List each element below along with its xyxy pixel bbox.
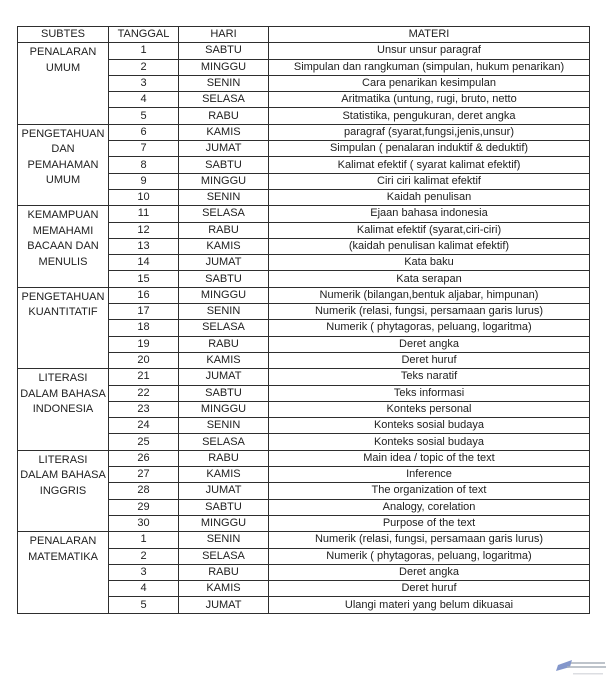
cell-hari: SENIN	[179, 532, 269, 548]
table-row	[18, 369, 590, 385]
cell-tanggal: 12	[109, 222, 179, 238]
cell-hari: KAMIS	[179, 352, 269, 368]
cell-tanggal: 18	[109, 320, 179, 336]
cell-tanggal: 14	[109, 255, 179, 271]
cell-materi: The organization of text	[269, 483, 590, 499]
cell-materi: Purpose of the text	[269, 515, 590, 531]
cell-hari: SENIN	[179, 75, 269, 91]
cell-hari: SABTU	[179, 43, 269, 59]
cell-tanggal: 21	[109, 369, 179, 385]
cell-materi: Ulangi materi yang belum dikuasai	[269, 597, 590, 613]
cell-materi: Ejaan bahasa indonesia	[269, 206, 590, 222]
cell-hari: JUMAT	[179, 255, 269, 271]
cell-hari: RABU	[179, 564, 269, 580]
cell-hari: SABTU	[179, 385, 269, 401]
cell-materi: Konteks personal	[269, 401, 590, 417]
cell-materi: Simpulan ( penalaran induktif & deduktif)	[269, 141, 590, 157]
cell-hari: MINGGU	[179, 173, 269, 189]
cell-hari: MINGGU	[179, 401, 269, 417]
cell-materi: (kaidah penulisan kalimat efektif)	[269, 238, 590, 254]
cell-tanggal: 11	[109, 206, 179, 222]
watermark-flag-shape	[556, 660, 572, 671]
cell-materi: Simpulan dan rangkuman (simpulan, hukum penarikan)	[269, 59, 590, 75]
cell-materi: Numerik (relasi, fungsi, persamaan garis lurus)	[269, 532, 590, 548]
cell-tanggal: 26	[109, 450, 179, 466]
cell-tanggal: 9	[109, 173, 179, 189]
cell-tanggal: 28	[109, 483, 179, 499]
cell-materi: Kata baku	[269, 255, 590, 271]
header-materi: MATERI	[269, 27, 590, 43]
cell-hari: MINGGU	[179, 515, 269, 531]
watermark-logo	[556, 658, 610, 686]
cell-hari: SABTU	[179, 157, 269, 173]
cell-tanggal: 16	[109, 287, 179, 303]
table-row	[18, 450, 590, 466]
cell-tanggal: 25	[109, 434, 179, 450]
table-body	[18, 43, 590, 613]
cell-tanggal: 6	[109, 124, 179, 140]
cell-tanggal: 7	[109, 141, 179, 157]
cell-materi: Konteks sosial budaya	[269, 418, 590, 434]
cell-materi: paragraf (syarat,fungsi,jenis,unsur)	[269, 124, 590, 140]
cell-tanggal: 2	[109, 59, 179, 75]
cell-subtes: PENGETAHUAN DAN PEMAHAMAN UMUM	[18, 124, 109, 205]
cell-tanggal: 5	[109, 108, 179, 124]
cell-materi: Main idea / topic of the text	[269, 450, 590, 466]
table-row	[18, 43, 590, 59]
cell-materi: Numerik (relasi, fungsi, persamaan garis lurus)	[269, 304, 590, 320]
cell-hari: SELASA	[179, 434, 269, 450]
cell-materi: Inference	[269, 467, 590, 483]
cell-tanggal: 22	[109, 385, 179, 401]
cell-materi: Numerik ( phytagoras, peluang, logaritma)	[269, 548, 590, 564]
cell-hari: KAMIS	[179, 581, 269, 597]
cell-hari: RABU	[179, 336, 269, 352]
cell-materi: Kalimat efektif ( syarat kalimat efektif)	[269, 157, 590, 173]
cell-hari: KAMIS	[179, 467, 269, 483]
cell-tanggal: 19	[109, 336, 179, 352]
cell-materi: Deret huruf	[269, 352, 590, 368]
cell-hari: SELASA	[179, 206, 269, 222]
cell-hari: JUMAT	[179, 369, 269, 385]
cell-subtes: LITERASI DALAM BAHASA INGGRIS	[18, 450, 109, 531]
cell-tanggal: 1	[109, 43, 179, 59]
cell-materi: Deret angka	[269, 564, 590, 580]
cell-hari: SELASA	[179, 92, 269, 108]
cell-materi: Numerik (bilangan,bentuk aljabar, himpunan)	[269, 287, 590, 303]
cell-tanggal: 15	[109, 271, 179, 287]
cell-tanggal: 30	[109, 515, 179, 531]
cell-tanggal: 27	[109, 467, 179, 483]
cell-hari: KAMIS	[179, 124, 269, 140]
cell-materi: Kaidah penulisan	[269, 189, 590, 205]
cell-materi: Kalimat efektif (syarat,ciri-ciri)	[269, 222, 590, 238]
cell-materi: Teks informasi	[269, 385, 590, 401]
table-header	[18, 27, 590, 43]
cell-hari: SELASA	[179, 320, 269, 336]
cell-tanggal: 8	[109, 157, 179, 173]
cell-materi: Konteks sosial budaya	[269, 434, 590, 450]
table-row	[18, 287, 590, 303]
cell-subtes: PENALARAN UMUM	[18, 43, 109, 124]
cell-tanggal: 4	[109, 581, 179, 597]
cell-hari: JUMAT	[179, 597, 269, 613]
cell-tanggal: 13	[109, 238, 179, 254]
table-row	[18, 532, 590, 548]
cell-subtes: KEMAMPUAN MEMAHAMI BACAAN DAN MENULIS	[18, 206, 109, 287]
cell-hari: SENIN	[179, 189, 269, 205]
header-hari: HARI	[179, 27, 269, 43]
cell-materi: Cara penarikan kesimpulan	[269, 75, 590, 91]
cell-tanggal: 24	[109, 418, 179, 434]
cell-materi: Deret angka	[269, 336, 590, 352]
cell-tanggal: 23	[109, 401, 179, 417]
cell-subtes: LITERASI DALAM BAHASA INDONESIA	[18, 369, 109, 450]
header-tanggal: TANGGAL	[109, 27, 179, 43]
cell-materi: Analogy, corelation	[269, 499, 590, 515]
table-row	[18, 124, 590, 140]
cell-materi: Teks naratif	[269, 369, 590, 385]
header-row	[18, 27, 590, 43]
cell-materi: Statistika, pengukuran, deret angka	[269, 108, 590, 124]
cell-materi: Aritmatika (untung, rugi, bruto, netto	[269, 92, 590, 108]
cell-tanggal: 3	[109, 75, 179, 91]
cell-hari: SABTU	[179, 271, 269, 287]
cell-hari: SENIN	[179, 418, 269, 434]
cell-hari: RABU	[179, 108, 269, 124]
cell-materi: Numerik ( phytagoras, peluang, logaritma)	[269, 320, 590, 336]
cell-hari: JUMAT	[179, 141, 269, 157]
table-row	[18, 206, 590, 222]
cell-tanggal: 17	[109, 304, 179, 320]
cell-tanggal: 5	[109, 597, 179, 613]
cell-tanggal: 3	[109, 564, 179, 580]
cell-tanggal: 4	[109, 92, 179, 108]
cell-hari: SELASA	[179, 548, 269, 564]
cell-hari: RABU	[179, 450, 269, 466]
cell-subtes: PENALARAN MATEMATIKA	[18, 532, 109, 613]
cell-tanggal: 20	[109, 352, 179, 368]
cell-materi: Kata serapan	[269, 271, 590, 287]
cell-tanggal: 2	[109, 548, 179, 564]
cell-hari: JUMAT	[179, 483, 269, 499]
cell-hari: RABU	[179, 222, 269, 238]
cell-hari: SENIN	[179, 304, 269, 320]
cell-tanggal: 10	[109, 189, 179, 205]
cell-subtes: PENGETAHUAN KUANTITATIF	[18, 287, 109, 368]
cell-hari: MINGGU	[179, 287, 269, 303]
header-subtes: SUBTES	[18, 27, 109, 43]
cell-materi: Unsur unsur paragraf	[269, 43, 590, 59]
schedule-table	[17, 26, 590, 614]
cell-hari: SABTU	[179, 499, 269, 515]
cell-materi: Deret huruf	[269, 581, 590, 597]
cell-tanggal: 1	[109, 532, 179, 548]
cell-hari: MINGGU	[179, 59, 269, 75]
cell-tanggal: 29	[109, 499, 179, 515]
cell-materi: Ciri ciri kalimat efektif	[269, 173, 590, 189]
cell-hari: KAMIS	[179, 238, 269, 254]
